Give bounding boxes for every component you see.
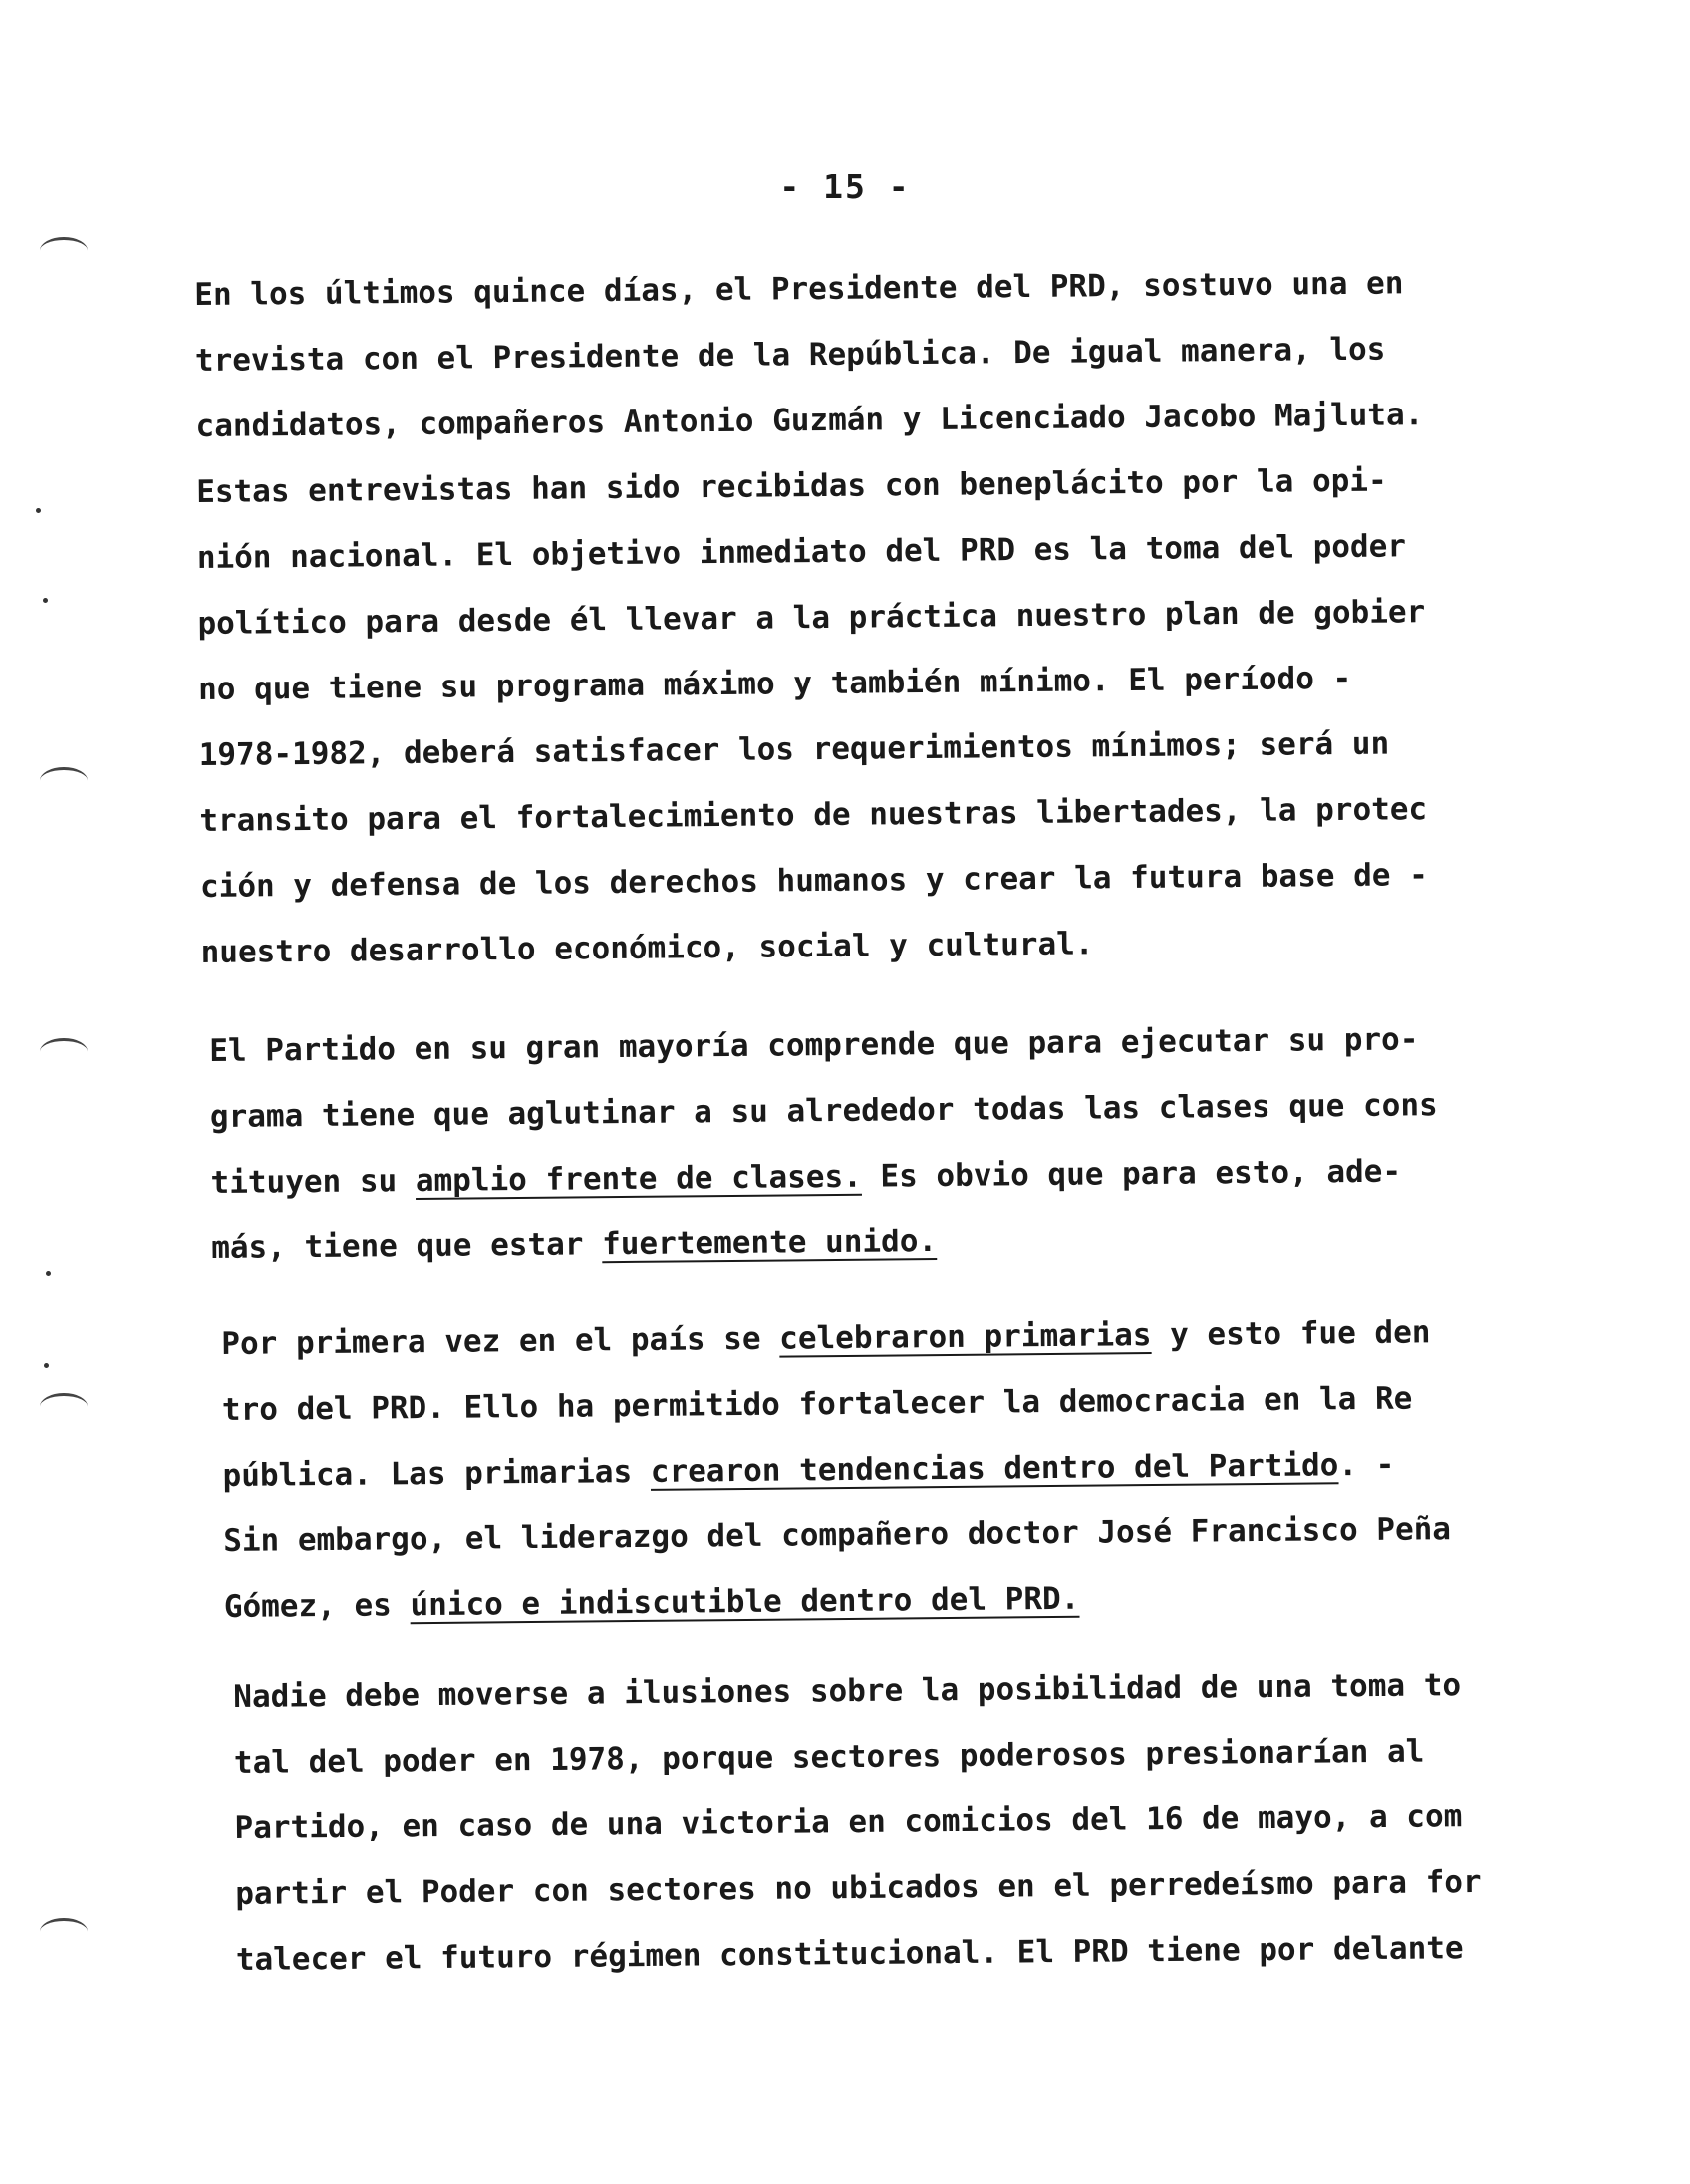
underlined-phrase: celebraron primarias [779,1317,1152,1357]
text-segment: Es obvio que para esto, ade- [861,1153,1402,1195]
underlined-phrase: amplio frente de clases. [415,1158,862,1200]
text-line: Partido, en caso de una victoria en comicios del 16 de mayo, a com [234,1798,1463,1846]
text-line: partir el Poder con sectores no ubicados en el perredeísmo para for [235,1863,1482,1912]
text-segment: Por primera vez en el país se [221,1320,780,1362]
text-segment: pública. Las primarias [222,1453,652,1494]
text-line: político para desde él llevar a la práctica nuestro plan de gobier [197,594,1426,642]
scan-speck [36,508,41,513]
scan-speck [46,1271,51,1276]
text-line: Estas entrevistas han sido recibidas con beneplácito por la opi- [196,462,1387,510]
text-line: transito para el fortalecimiento de nuestras libertades, la protec [199,791,1428,839]
page-number: - 15 - [779,167,911,206]
underlined-phrase: fuertemente unido. [601,1224,938,1263]
underlined-phrase: crearon tendencias dentro del Partido [650,1447,1339,1490]
paragraph-3 [221,1298,1619,1640]
text-line [211,1203,1607,1281]
text-line: Sin embargo, el liderazgo del compañero doctor José Francisco Peña [223,1511,1452,1559]
underlined-phrase: único e indiscutible dentro del PRD. [410,1580,1080,1624]
text-line: En los últimos quince días, el Presidente del PRD, sostuvo una en [194,265,1404,313]
paragraph-1 [194,249,1596,985]
text-line: candidatos, compañeros Antonio Guzmán y Licenciado Jacobo Majluta. [195,397,1424,444]
paragraph-4 [233,1651,1631,1993]
binder-hole-mark [40,1393,88,1420]
text-segment: . - [1338,1446,1395,1484]
binder-hole-mark [40,1038,88,1065]
text-segment: más, tiene que estar [211,1227,603,1266]
text-line: Nadie debe moverse a ilusiones sobre la posibilidad de una toma to [233,1667,1462,1715]
text-line: trevista con el Presidente de la República. De igual manera, los [194,331,1386,379]
text-segment: Gómez, es [223,1587,411,1625]
binder-hole-mark [40,767,88,794]
text-line: grama tiene que aglutinar a su alrededor todas las clases que cons [209,1087,1438,1135]
text-segment: tituyen su [210,1163,417,1201]
binder-hole-mark [40,237,88,264]
text-line [210,1137,1606,1216]
text-line: no que tiene su programa máximo y también mínimo. El período - [197,660,1352,707]
paragraph-2 [209,1005,1606,1281]
scan-speck [44,1363,49,1368]
text-line: El Partido en su gran mayoría comprende que para ejecutar su pro- [209,1021,1419,1069]
binder-hole-mark [40,1918,88,1945]
text-line: nuestro desarrollo económico, social y cultural. [200,926,1094,970]
scan-speck [43,598,48,603]
text-line: ción y defensa de los derechos humanos y crear la futura base de - [199,857,1428,905]
text-segment: y esto fue den [1151,1314,1431,1354]
text-line: nión nacional. El objetivo inmediato del PRD es la toma del poder [196,528,1407,576]
text-line [224,1561,1620,1640]
text-line: tro del PRD. Ello ha permitido fortalecer la democracia en la Re [221,1380,1413,1428]
text-line: 1978-1982, deberá satisfacer los requerimientos mínimos; será un [198,725,1390,773]
text-line: talecer el futuro régimen constitucional. El PRD tiene por delante [235,1930,1464,1978]
text-line: tal del poder en 1978, porque sectores poderosos presionarían al [233,1733,1425,1780]
